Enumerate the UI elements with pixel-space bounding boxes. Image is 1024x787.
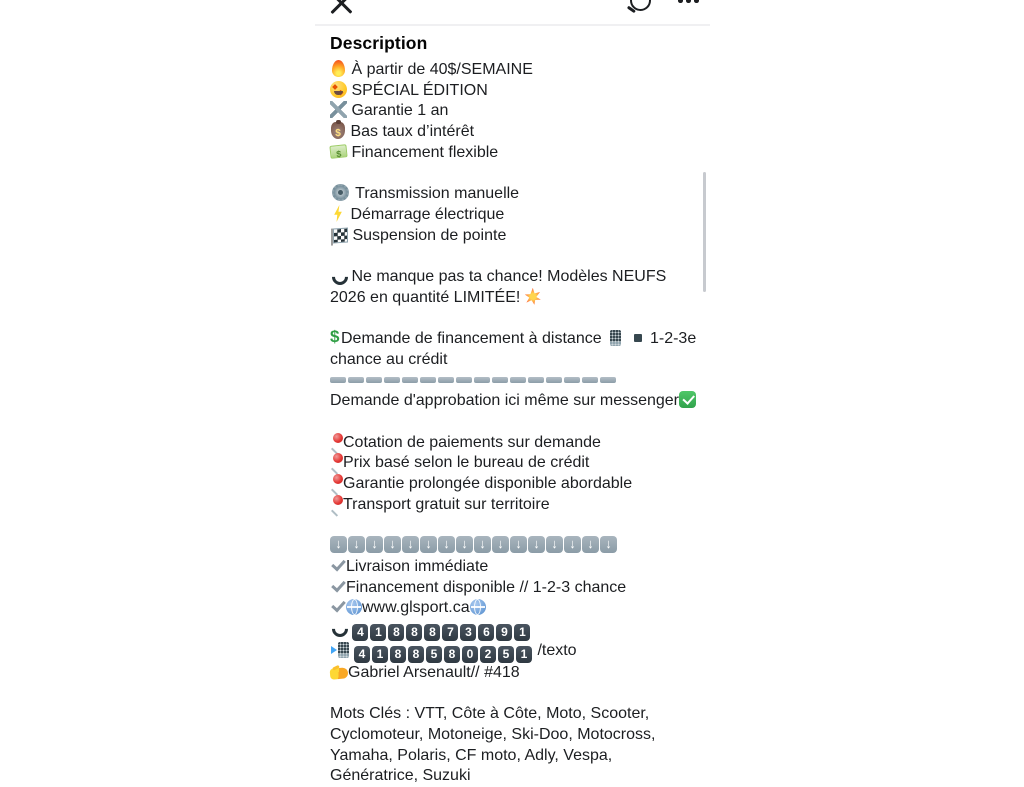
collision-icon xyxy=(525,288,541,305)
header-divider xyxy=(315,24,710,26)
pin-icon xyxy=(330,453,343,470)
description-line xyxy=(330,308,702,329)
description-line: 4 1 8 8 5 8 0 2 5 1 /texto xyxy=(330,641,702,663)
keycap-8-icon: 8 xyxy=(388,624,404,641)
description-line: Suspension de pointe xyxy=(330,226,702,247)
check-green-icon xyxy=(679,391,696,408)
description-line xyxy=(330,536,702,557)
keycap-5-icon: 5 xyxy=(426,646,442,663)
description-line xyxy=(330,515,702,536)
arrow-down-icon xyxy=(582,536,599,553)
keycap-1-icon: 1 xyxy=(514,624,530,641)
star-struck-icon xyxy=(330,81,347,98)
keycap-1-icon: 1 xyxy=(516,646,532,663)
description-line xyxy=(330,412,702,433)
keycap-1-icon: 1 xyxy=(370,624,386,641)
description-line xyxy=(330,684,702,705)
check-gray-icon xyxy=(330,578,346,595)
description-line: Transmission manuelle xyxy=(330,184,702,205)
description-line: Livraison immédiate xyxy=(330,557,702,578)
minus-icon xyxy=(456,377,472,383)
scrollbar[interactable] xyxy=(703,172,706,292)
arrow-down-icon xyxy=(492,536,509,553)
arrow-down-icon xyxy=(600,536,617,553)
description-line xyxy=(330,371,702,392)
description-line: $ Demande de financement à distance 1-2-3e chance au crédit xyxy=(330,329,702,370)
description-line: Démarrage électrique xyxy=(330,205,702,226)
pin-icon xyxy=(330,433,343,450)
arrow-down-icon xyxy=(456,536,473,553)
more-options-icon[interactable] xyxy=(678,0,704,6)
keycap-6-icon: 6 xyxy=(478,624,494,641)
description-line: Mots Clés : VTT, Côte à Côte, Moto, Scooter, Cyclomoteur, Motoneige, Ski-Doo, Motocross, Yamaha, Polaris, CF moto, Adly, Vespa, Génératrice, Suzuki xyxy=(330,704,702,787)
arrow-down-icon xyxy=(348,536,365,553)
arrow-down-icon xyxy=(474,536,491,553)
description-line: www.glsport.ca xyxy=(330,598,702,619)
description-line xyxy=(330,246,702,267)
search-icon[interactable] xyxy=(627,0,651,14)
description-line: Garantie prolongée disponible abordable xyxy=(330,474,702,495)
keycap-1-icon: 1 xyxy=(372,646,388,663)
arrow-down-icon xyxy=(528,536,545,553)
description-line: Financement disponible // 1-2-3 chance xyxy=(330,578,702,599)
minus-icon xyxy=(474,377,490,383)
check-gray-icon xyxy=(330,598,346,615)
globe-icon xyxy=(346,599,362,615)
minus-icon xyxy=(438,377,454,383)
arrow-down-icon xyxy=(546,536,563,553)
fire-icon xyxy=(332,60,345,77)
description-line: $ Bas taux d’intérêt xyxy=(330,122,702,143)
money-wings-icon xyxy=(329,144,347,159)
arrow-down-icon xyxy=(510,536,527,553)
arrow-down-icon xyxy=(420,536,437,553)
description-line: À partir de 40$/SEMAINE xyxy=(330,60,702,81)
minus-icon xyxy=(402,377,418,383)
description-line xyxy=(330,619,702,641)
description-line: SPÉCIAL ÉDITION xyxy=(330,81,702,102)
check-gray-icon xyxy=(330,557,346,574)
phone-icon xyxy=(330,267,347,284)
description-line: Prix basé selon le bureau de crédit xyxy=(330,453,702,474)
minus-icon xyxy=(330,377,346,383)
keycap-7-icon: 7 xyxy=(442,624,458,641)
minus-icon xyxy=(384,377,400,383)
description-line: Gabriel Arsenault// #418 xyxy=(330,663,702,684)
flag-icon xyxy=(333,227,348,243)
arrow-down-icon xyxy=(366,536,383,553)
description-line: Cotation de paiements sur demande xyxy=(330,433,702,454)
minus-icon xyxy=(420,377,436,383)
keycap-8-icon: 8 xyxy=(444,646,460,663)
minus-icon xyxy=(564,377,580,383)
minus-icon xyxy=(492,377,508,383)
gear-icon xyxy=(332,184,349,201)
mobile-arrow-icon xyxy=(338,642,349,658)
keycap-8-icon: 8 xyxy=(406,624,422,641)
dollar-icon xyxy=(330,329,341,346)
description-line: Transport gratuit sur territoire xyxy=(330,495,702,516)
keycap-5-icon: 5 xyxy=(498,646,514,663)
minus-icon xyxy=(582,377,598,383)
minus-icon xyxy=(366,377,382,383)
mobile-icon xyxy=(610,330,621,346)
arrow-down-icon xyxy=(384,536,401,553)
minus-icon xyxy=(528,377,544,383)
keycap-3-icon: 3 xyxy=(460,624,476,641)
keycap-2-icon: 2 xyxy=(480,646,496,663)
keycap-0-icon: 0 xyxy=(462,646,478,663)
arrow-down-icon xyxy=(402,536,419,553)
pin-icon xyxy=(330,474,343,491)
close-icon[interactable] xyxy=(330,0,352,11)
minus-icon xyxy=(546,377,562,383)
arrow-down-icon xyxy=(438,536,455,553)
keycap-4-icon: 4 xyxy=(354,646,370,663)
keycap-8-icon: 8 xyxy=(424,624,440,641)
description-line: Ne manque pas ta chance! Modèles NEUFS 2026 en quantité LIMITÉE! xyxy=(330,267,702,308)
page-title: Description xyxy=(330,33,427,54)
handshake-icon xyxy=(330,667,349,680)
keycap-8-icon: 8 xyxy=(408,646,424,663)
arrow-down-icon xyxy=(330,536,347,553)
keycap-9-icon: 9 xyxy=(496,624,512,641)
keycap-8-icon: 8 xyxy=(390,646,406,663)
minus-icon xyxy=(510,377,526,383)
globe-icon xyxy=(470,599,486,615)
description-line: $ Financement flexible xyxy=(330,143,702,164)
small-square-icon xyxy=(634,334,642,342)
description-text xyxy=(330,60,702,787)
keycap-4-icon: 4 xyxy=(352,624,368,641)
minus-icon xyxy=(348,377,364,383)
description-line: Demande d'approbation ici même sur messenger xyxy=(330,391,702,412)
money-bag-icon xyxy=(331,122,345,139)
tools-icon xyxy=(330,101,347,118)
arrow-down-icon xyxy=(564,536,581,553)
pin-icon xyxy=(330,495,343,512)
description-line xyxy=(330,164,702,185)
description-line: Garantie 1 an xyxy=(330,101,702,122)
bolt-icon xyxy=(332,205,344,222)
phone-icon xyxy=(330,619,347,636)
minus-icon xyxy=(600,377,616,383)
